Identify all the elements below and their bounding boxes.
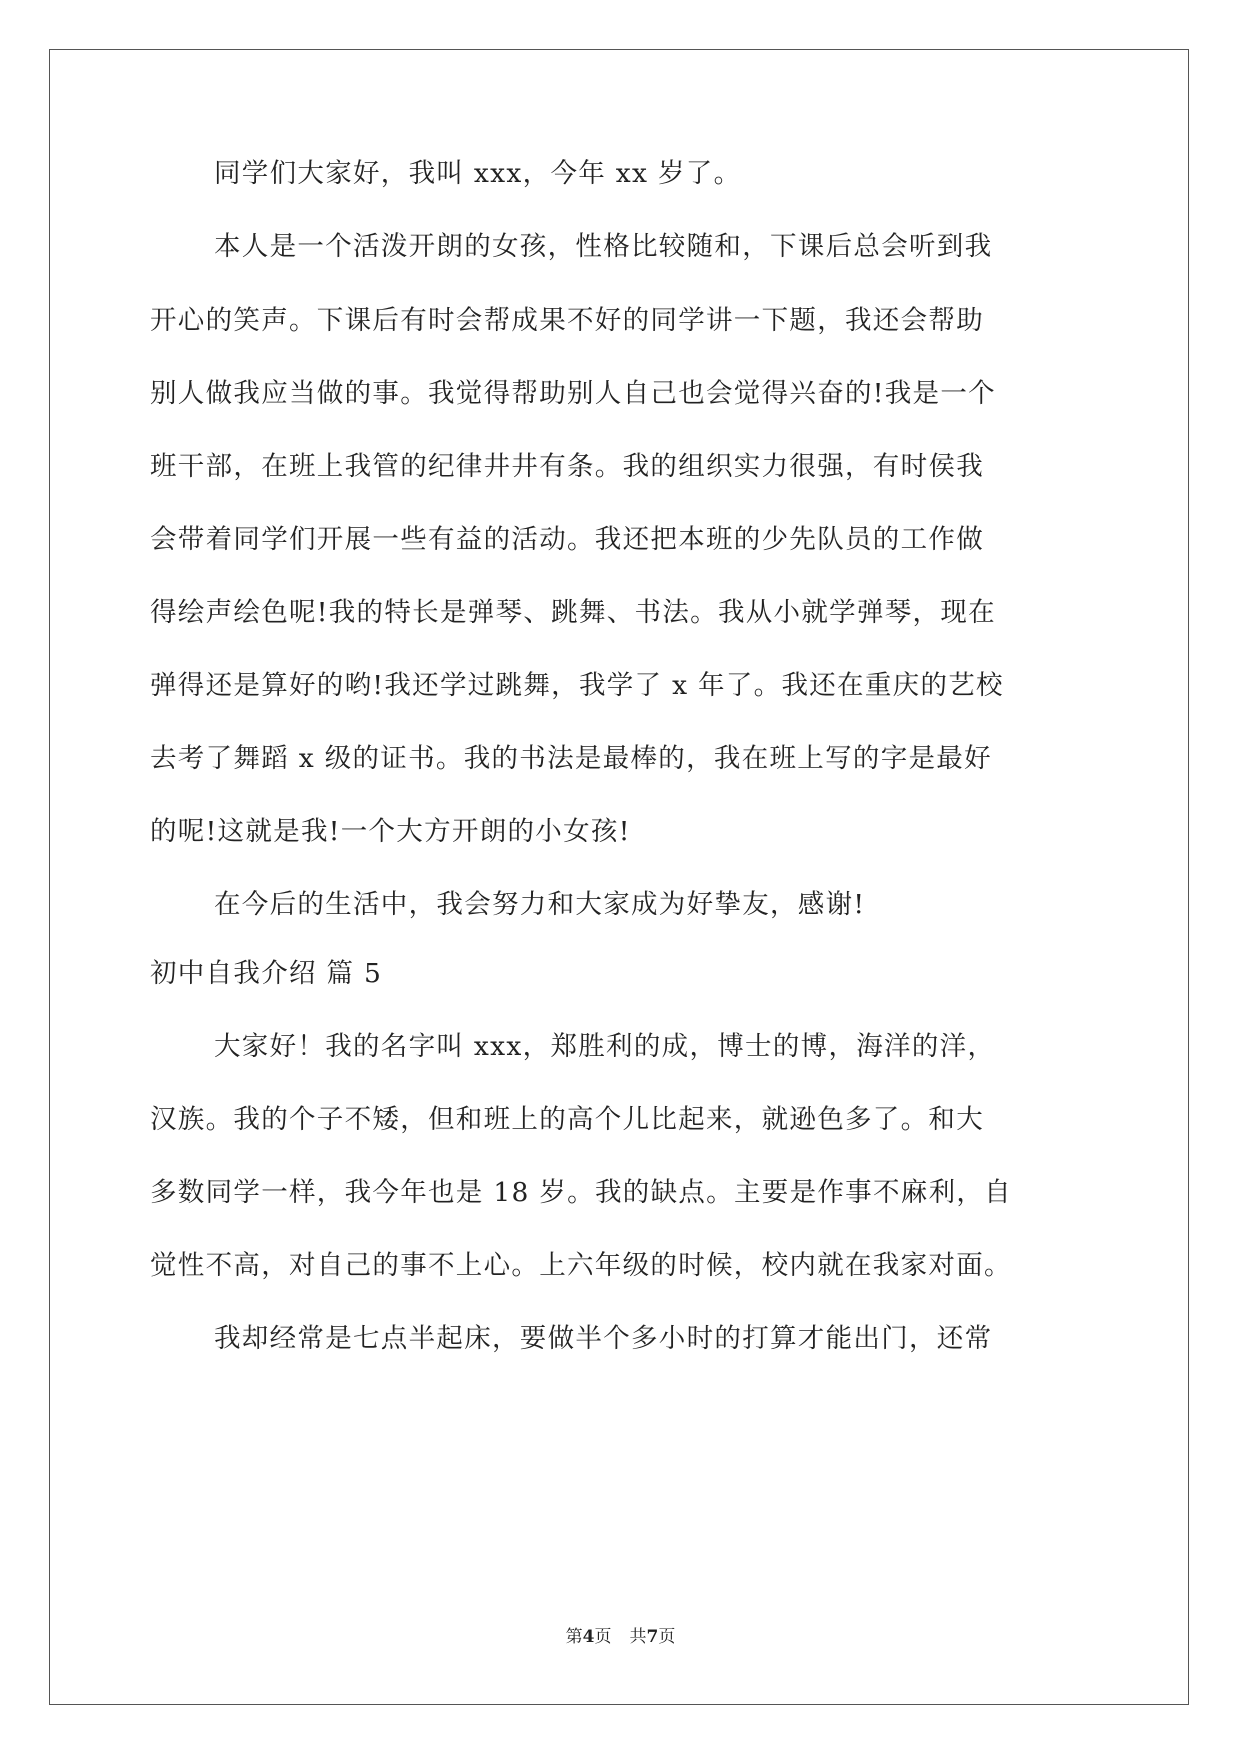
paragraph-line: 觉性不高，对自己的事不上心。上六年级的时候，校内就在我家对面。 [150,1250,1012,1281]
page-total: 7 [646,1627,659,1647]
paragraph-line: 多数同学一样，我今年也是 18 岁。我的缺点。主要是作事不麻利，自 [150,1177,1012,1208]
total-suffix: 页 [658,1627,676,1647]
paragraph-line: 在今后的生活中，我会努力和大家成为好挚友，感谢! [214,889,866,920]
paragraph-line: 弹得还是算好的哟!我还学过跳舞，我学了 x 年了。我还在重庆的艺校 [150,670,1004,701]
paragraph-line: 得绘声绘色呢!我的特长是弹琴、跳舞、书法。我从小就学弹琴，现在 [150,597,996,628]
paragraph-line: 会带着同学们开展一些有益的活动。我还把本班的少先队员的工作做 [150,524,984,555]
total-prefix: 共 [629,1627,647,1647]
paragraph-line: 大家好！我的名字叫 xxx，郑胜利的成，博士的博，海洋的洋， [214,1031,996,1062]
paragraph-line: 我却经常是七点半起床，要做半个多小时的打算才能出门，还常 [214,1323,993,1354]
page-prefix: 第 [565,1627,583,1647]
paragraph-line: 本人是一个活泼开朗的女孩，性格比较随和，下课后总会听到我 [214,231,993,262]
page-border [49,49,1189,1705]
page-footer [0,1622,1241,1647]
paragraph-line: 开心的笑声。下课后有时会帮成果不好的同学讲一下题，我还会帮助 [150,305,984,336]
section-heading: 初中自我介绍 篇 5 [150,958,383,989]
paragraph-line: 汉族。我的个子不矮，但和班上的高个儿比起来，就逊色多了。和大 [150,1104,984,1135]
paragraph-line: 同学们大家好，我叫 xxx，今年 xx 岁了。 [214,158,742,189]
page-suffix: 页 [594,1627,612,1647]
paragraph-line: 的呢!这就是我!一个大方开朗的小女孩! [150,816,631,847]
paragraph-line: 别人做我应当做的事。我觉得帮助别人自己也会觉得兴奋的!我是一个 [150,378,996,409]
paragraph-line: 班干部，在班上我管的纪律井井有条。我的组织实力很强，有时侯我 [150,451,984,482]
page-current: 4 [582,1627,595,1647]
paragraph-line: 去考了舞蹈 x 级的证书。我的书法是最棒的，我在班上写的字是最好 [150,743,992,774]
